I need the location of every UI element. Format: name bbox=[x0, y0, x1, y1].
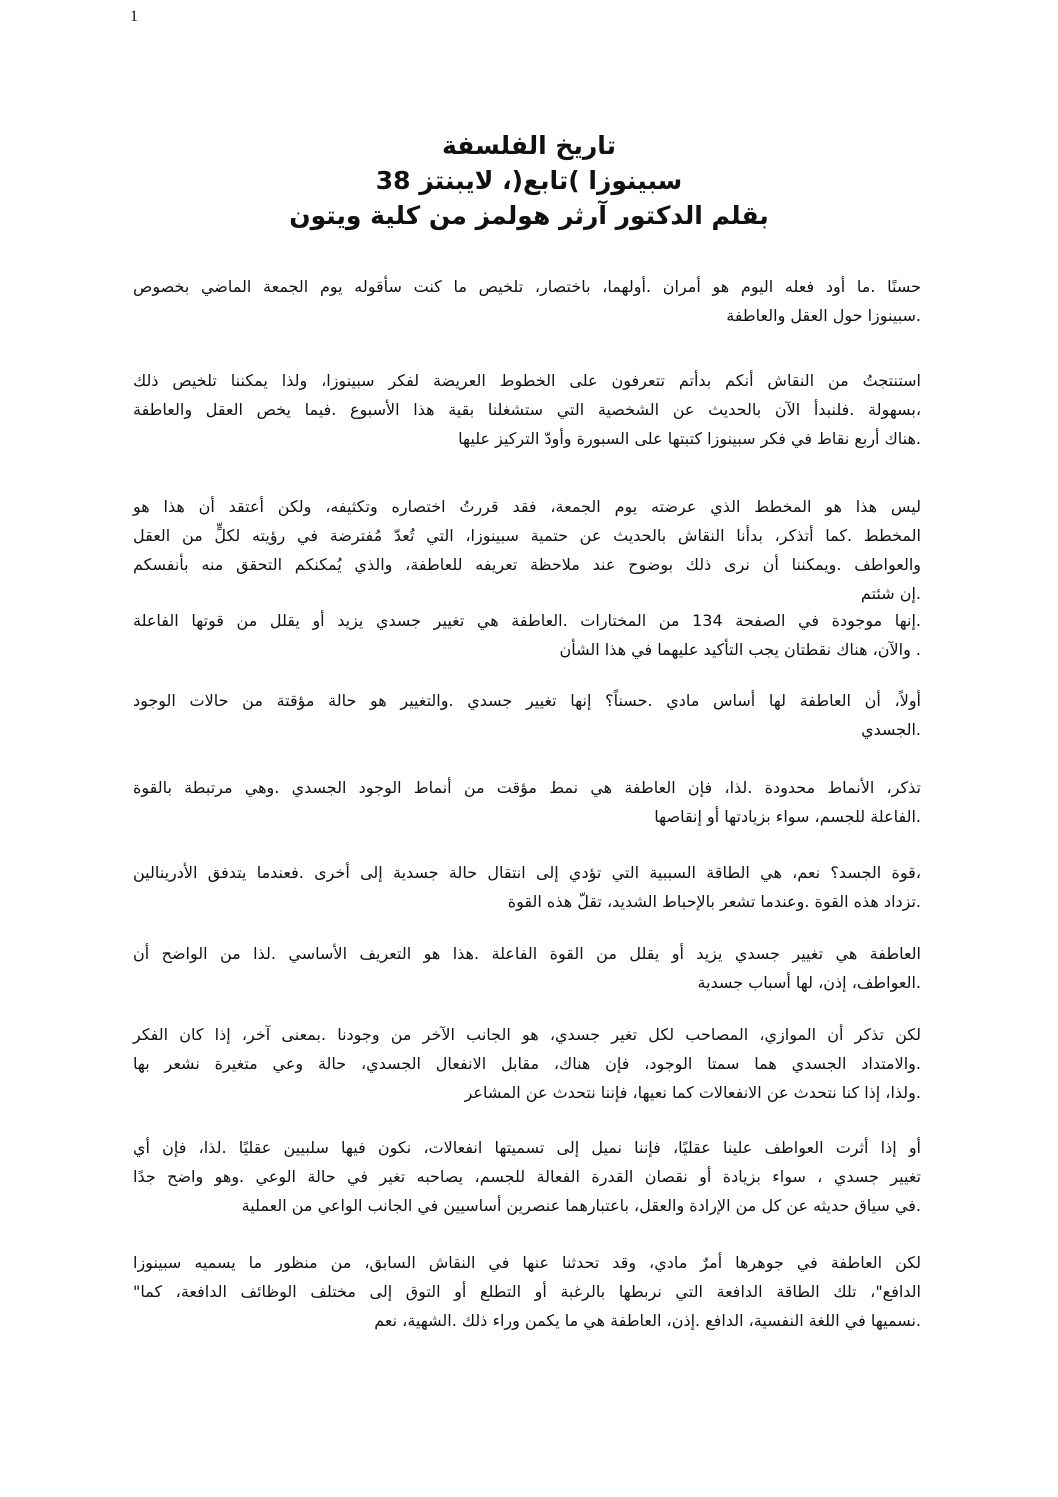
body-paragraph bbox=[133, 1020, 921, 1107]
text-line: .في سياق حديثه عن كل من الإرادة والعقل، باعتبارهما عنصرين أساسيين في الجانب الواعي من العملية bbox=[241, 1196, 921, 1215]
text-line: .والامتداد الجسدي هما سمتا الوجود، فإن هناك، مقابل الانفعال الجسدي، حالة وعي متغيرة نشعر بها bbox=[133, 1054, 921, 1073]
text-line: أو إذا أثرت العواطف علينا عقليًا، فإننا نميل إلى تسميتها انفعالات، نكون فيها سلبيين عقليًا .لذا، فإن أي bbox=[133, 1138, 921, 1157]
title-line-author: بقلم الدكتور آرثر هولمز من كلية ويتون bbox=[289, 201, 769, 230]
text-line: .إن شئتم bbox=[860, 584, 921, 603]
text-line: .الجسدي bbox=[861, 720, 921, 739]
text-line: ليس هذا هو المخطط الذي عرضته يوم الجمعة، فقد قررتُ اختصاره وتكثيفه، ولكن أعتقد أن هذا هو bbox=[133, 497, 921, 516]
text-line: .العواطف، إذن، لها أسباب جسدية bbox=[697, 973, 921, 992]
text-line: حسنًا .ما أود فعله اليوم هو أمران .أولهما، باختصار، تلخيص ما كنت سأقوله يوم الجمعة الماضي بخصوص bbox=[133, 277, 921, 296]
body-paragraph bbox=[133, 858, 921, 916]
text-line: تذكر، الأنماط محدودة .لذا، فإن العاطفة هي نمط مؤقت من أنماط الوجود الجسدي .وهي مرتبطة بالقوة bbox=[133, 778, 921, 797]
body-paragraph bbox=[133, 686, 921, 744]
body-paragraph bbox=[133, 272, 921, 330]
text-line: لكن العاطفة في جوهرها أمرٌ مادي، وقد تحدثنا عنها في النقاش السابق، من منظور ما يسميه سبينوزا bbox=[133, 1253, 921, 1272]
text-line: أولاً، أن العاطفة لها أساس مادي .حسناً؟ إنها تغيير جسدي .والتغيير هو حالة مؤقتة من حالات الوجود bbox=[133, 691, 921, 710]
title-line-lecture: سبينوزا )تابع(، لايبنتز 38 bbox=[375, 166, 683, 195]
text-line: ،قوة الجسد؟ نعم، هي الطاقة السببية التي تؤدي إلى انتقال حالة جسدية إلى أخرى .فعندما يتدفق الأدرينالين bbox=[133, 863, 921, 882]
text-line: ،بسهولة .فلنبدأ الآن بالحديث عن الشخصية التي ستشغلنا بقية هذا الأسبوع .فيما يخص العقل والعاطفة bbox=[133, 400, 921, 419]
text-line: لكن تذكر أن الموازي، المصاحب لكل تغير جسدي، هو الجانب الآخر من وجودنا .بمعنى آخر، إذا كان الفكر bbox=[133, 1025, 921, 1044]
body-paragraph bbox=[133, 939, 921, 997]
page-number: 1 bbox=[130, 8, 138, 25]
body-paragraph bbox=[133, 492, 921, 608]
body-paragraph bbox=[133, 1248, 921, 1335]
text-line: .الفاعلة للجسم، سواء بزيادتها أو إنقاصها bbox=[654, 807, 921, 826]
text-line: الدافع"، تلك الطاقة الدافعة التي نربطها بالرغبة أو التطلع أو التوق إلى مختلف الوظائف الدافعة، كما" bbox=[133, 1282, 921, 1301]
text-line: استنتجتُ من النقاش أنكم بدأتم تتعرفون على الخطوط العريضة لفكر سبينوزا، ولذا يمكننا تلخيص ذلك bbox=[133, 371, 921, 390]
text-line: .نسميها في اللغة النفسية، الدافع .إذن، العاطفة هي ما يكمن وراء ذلك .الشهية، نعم bbox=[374, 1311, 921, 1330]
text-line: .تزداد هذه القوة .وعندما تشعر بالإحباط الشديد، تقلّ هذه القوة bbox=[507, 892, 921, 911]
body-paragraph bbox=[133, 773, 921, 831]
document-title bbox=[0, 128, 1058, 233]
body-paragraph bbox=[133, 1133, 921, 1220]
body-paragraph bbox=[133, 606, 921, 664]
text-line: تغيير جسدي ، سواء بزيادة أو نقصان القدرة الفعالة للجسم، يصاحبه تغير في حالة الوعي .وهو واضح جدًا bbox=[133, 1167, 921, 1186]
text-line: والعواطف .ويمكننا أن نرى ذلك بوضوح عند ملاحظة تعريفه للعاطفة، والذي يُمكنكم التحقق منه بأنفسكم bbox=[133, 555, 921, 574]
text-line: .إنها موجودة في الصفحة 134 من المختارات .العاطفة هي تغيير جسدي يزيد أو يقلل من قوتها الفاعلة bbox=[133, 611, 921, 630]
title-line-course: تاريخ الفلسفة bbox=[441, 131, 617, 160]
text-line: العاطفة هي تغيير جسدي يزيد أو يقلل من القوة الفاعلة .هذا هو التعريف الأساسي .لذا من الواضح أن bbox=[133, 944, 921, 963]
text-line: .هناك أربع نقاط في فكر سبينوزا كتبتها على السبورة وأودّ التركيز عليها bbox=[458, 429, 921, 448]
text-line: .ولذا، إذا كنا نتحدث عن الانفعالات كما نعيها، فإننا نتحدث عن المشاعر bbox=[464, 1083, 921, 1102]
text-line: .سبينوزا حول العقل والعاطفة bbox=[726, 306, 921, 325]
text-line: المخطط .كما أتذكر، بدأنا النقاش بالحديث عن حتمية سبينوزا، التي تُعدّ مُفترضة في رؤيته لكلٍّ من العقل bbox=[133, 526, 921, 545]
text-line: . والآن، هناك نقطتان يجب التأكيد عليهما في هذا الشأن bbox=[559, 640, 921, 659]
body-paragraph bbox=[133, 366, 921, 453]
